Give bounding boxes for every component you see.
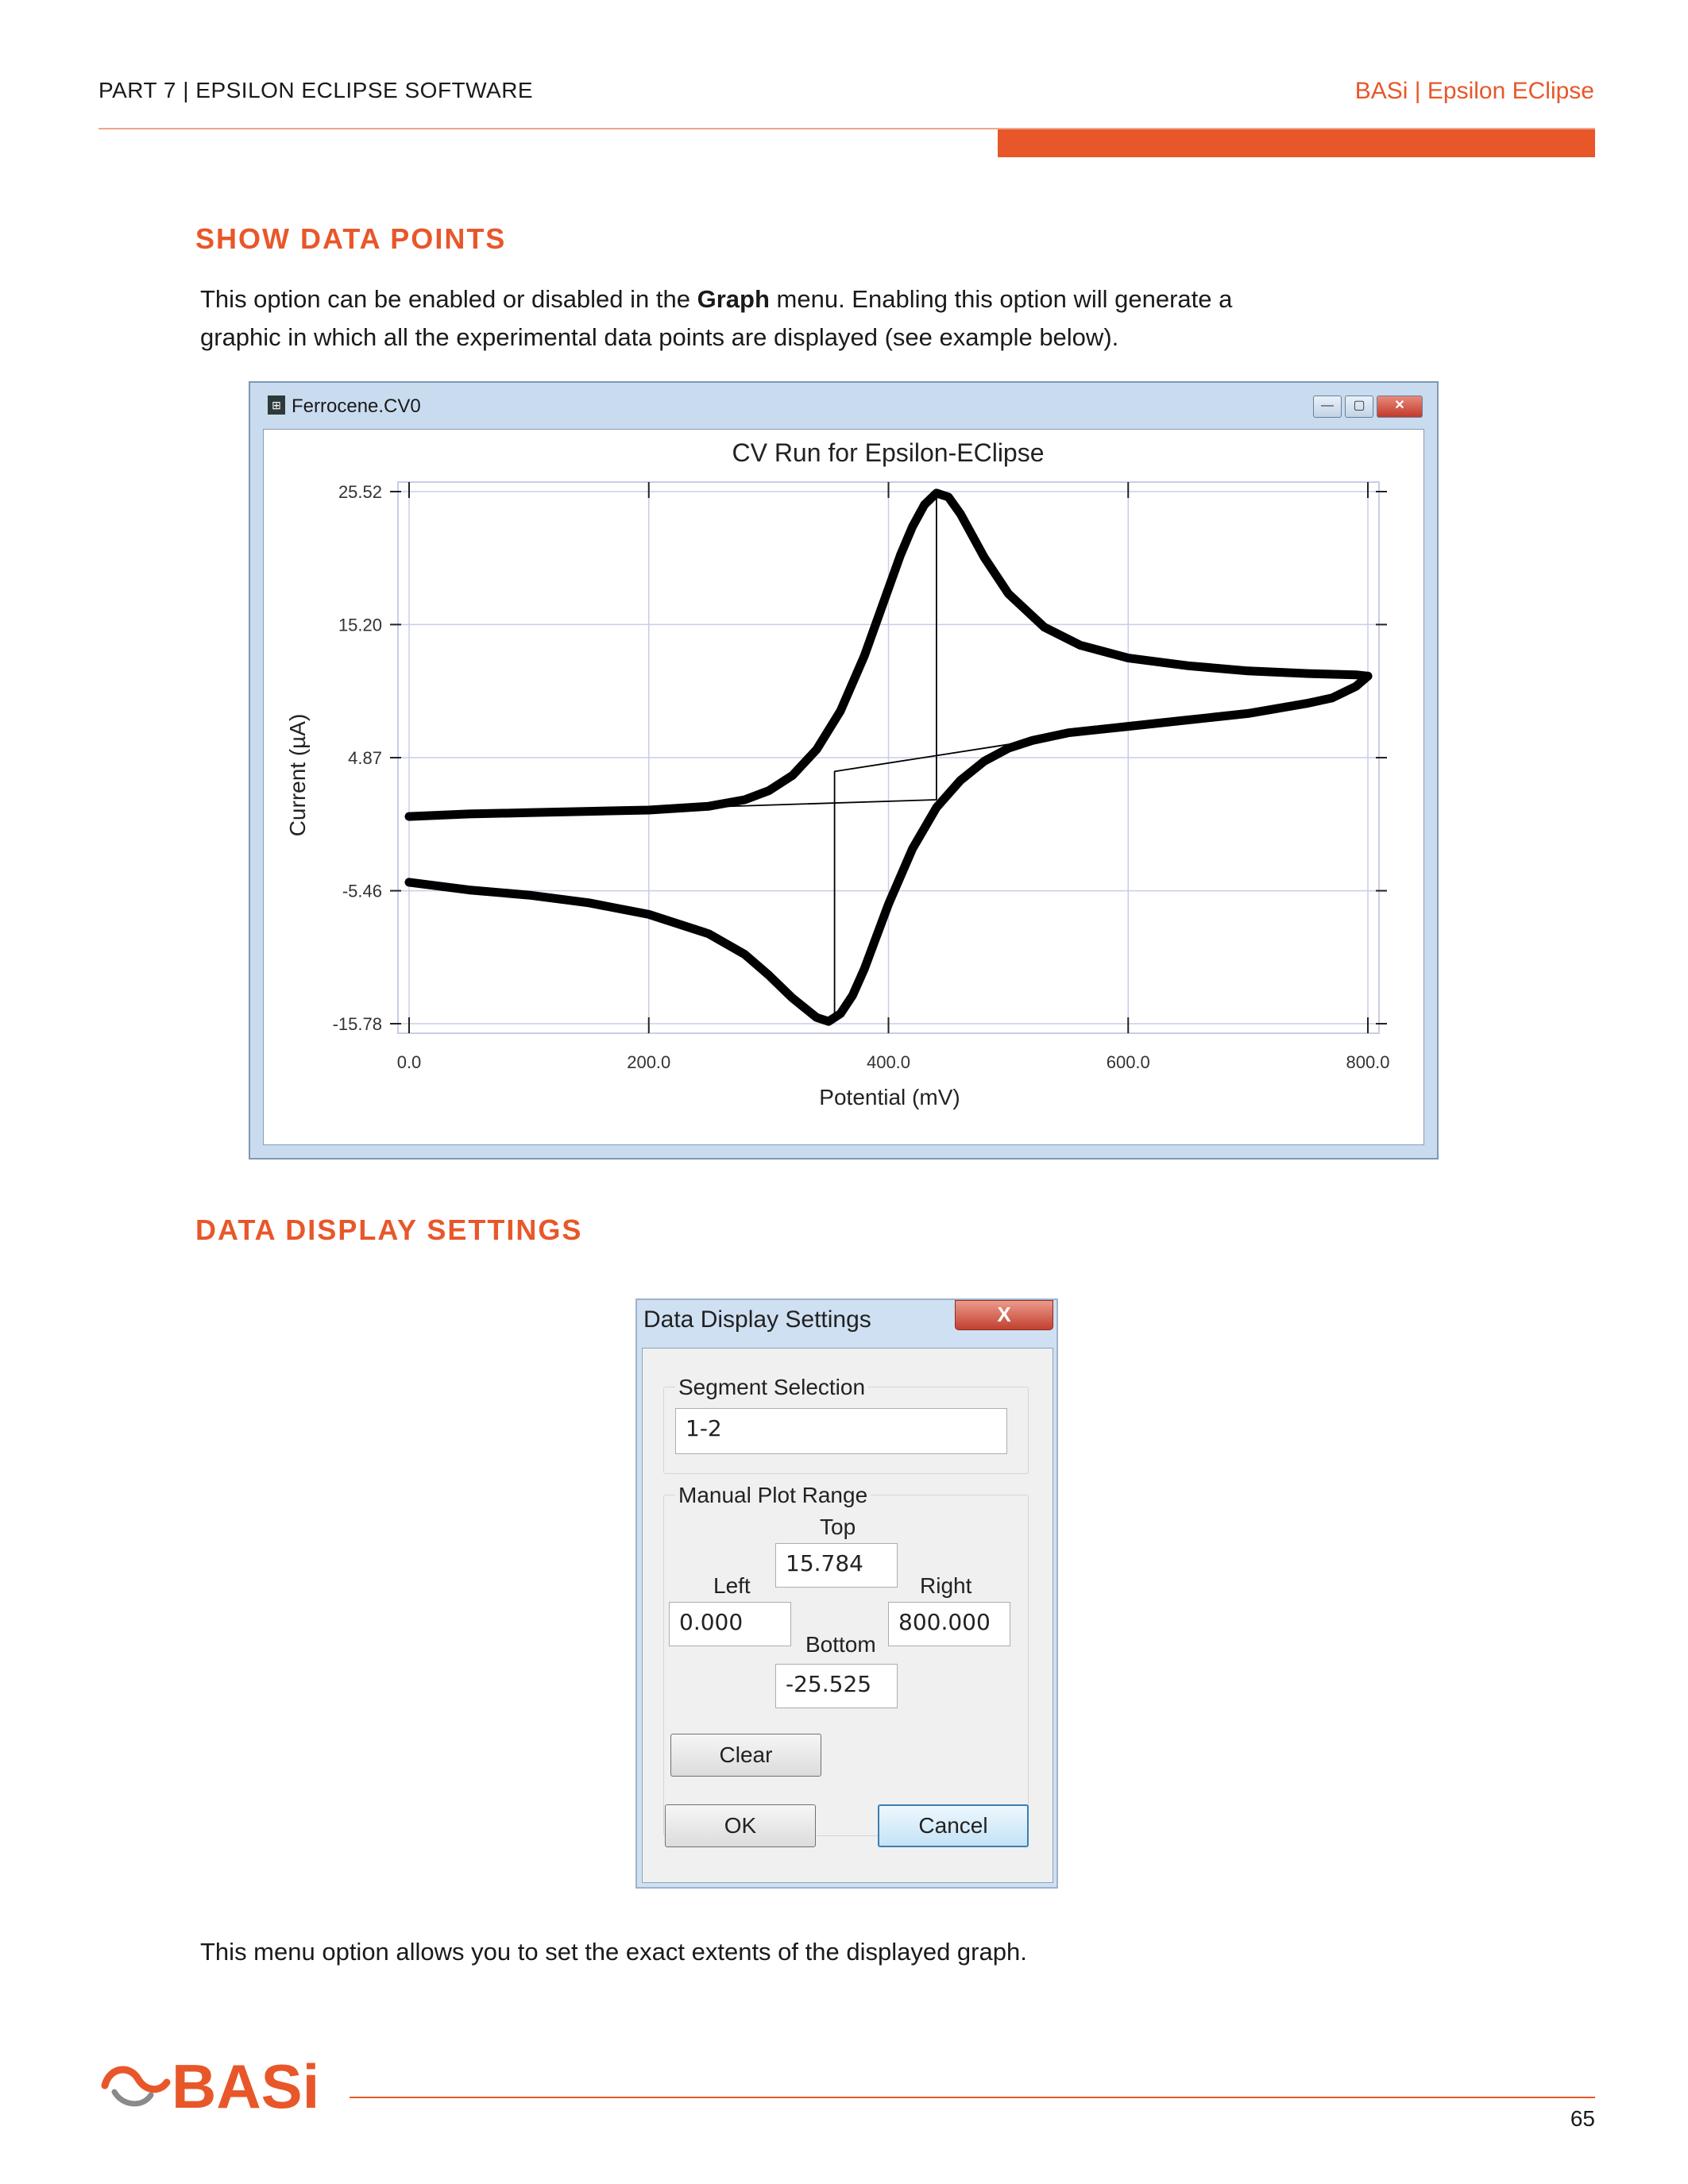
ok-button[interactable]: OK bbox=[665, 1804, 816, 1847]
left-label: Left bbox=[713, 1573, 751, 1598]
x-tick-label: 0.0 bbox=[396, 1052, 422, 1072]
section-heading-data-display-settings: DATA DISPLAY SETTINGS bbox=[195, 1214, 583, 1246]
manual-plot-range-group bbox=[663, 1483, 1029, 1836]
dialog-body bbox=[642, 1348, 1053, 1883]
section1-paragraph bbox=[200, 280, 1232, 357]
top-label: Top bbox=[820, 1515, 856, 1539]
basi-logo bbox=[98, 2047, 337, 2119]
x-axis-label: Potential (mV) bbox=[819, 1085, 960, 1109]
section-heading-show-data-points: SHOW DATA POINTS bbox=[195, 222, 507, 255]
y-tick-label: 4.87 bbox=[348, 748, 382, 768]
closing-paragraph: This menu option allows you to set the exact extents of the displayed graph. bbox=[200, 1938, 1027, 1966]
left-input[interactable]: 0.000 bbox=[669, 1602, 791, 1646]
x-tick-label: 800.0 bbox=[1346, 1052, 1390, 1072]
dialog-close-button[interactable]: X bbox=[955, 1300, 1053, 1330]
logo-swirl-icon bbox=[105, 2070, 167, 2104]
maximize-button[interactable]: ▢ bbox=[1345, 396, 1373, 418]
cv-chart bbox=[264, 430, 1423, 1144]
y-tick-label: -5.46 bbox=[342, 881, 382, 901]
bottom-label: Bottom bbox=[805, 1632, 876, 1657]
chart-area bbox=[263, 429, 1424, 1145]
y-tick-label: 15.20 bbox=[338, 615, 382, 635]
cv-window bbox=[249, 381, 1439, 1160]
para-text-a: This option can be enabled or disabled in the bbox=[200, 285, 697, 313]
running-header-left: PART 7 | EPSILON ECLIPSE SOFTWARE bbox=[98, 78, 534, 102]
data-display-settings-dialog bbox=[635, 1298, 1058, 1889]
x-tick-label: 200.0 bbox=[627, 1052, 671, 1072]
bottom-input[interactable]: -25.525 bbox=[775, 1664, 898, 1708]
para-text-line2: graphic in which all the experimental data points are displayed (see example below). bbox=[200, 323, 1119, 351]
close-button[interactable]: ✕ bbox=[1377, 396, 1423, 418]
logo-text: BASi bbox=[172, 2051, 320, 2119]
chart-title: CV Run for Epsilon-EClipse bbox=[732, 438, 1045, 467]
para-bold-graph: Graph bbox=[697, 285, 770, 313]
dialog-title: Data Display Settings bbox=[643, 1306, 871, 1333]
page-number: 65 bbox=[1570, 2106, 1595, 2131]
header-accent-bar bbox=[998, 129, 1595, 157]
segment-selection-label: Segment Selection bbox=[675, 1375, 868, 1400]
y-tick-label: -15.78 bbox=[332, 1014, 382, 1034]
x-tick-label: 400.0 bbox=[866, 1052, 911, 1072]
segment-selection-group bbox=[663, 1375, 1029, 1474]
window-controls bbox=[1313, 396, 1423, 418]
footer-rule bbox=[350, 2097, 1595, 2098]
y-axis-label: Current (µA) bbox=[285, 713, 310, 837]
top-input[interactable]: 15.784 bbox=[775, 1543, 898, 1588]
cancel-button[interactable]: Cancel bbox=[878, 1804, 1029, 1847]
app-icon: ⊞ bbox=[268, 396, 285, 415]
y-tick-label: 25.52 bbox=[338, 482, 382, 502]
minimize-button[interactable]: — bbox=[1313, 396, 1342, 418]
clear-button[interactable]: Clear bbox=[670, 1734, 821, 1777]
segment-selection-input[interactable]: 1-2 bbox=[675, 1408, 1007, 1454]
x-tick-label: 600.0 bbox=[1106, 1052, 1150, 1072]
window-title: Ferrocene.CV0 bbox=[292, 396, 421, 417]
running-header-right: BASi | Epsilon EClipse bbox=[1354, 78, 1594, 104]
manual-plot-range-label: Manual Plot Range bbox=[675, 1483, 871, 1508]
right-label: Right bbox=[920, 1573, 972, 1598]
right-input[interactable]: 800.000 bbox=[888, 1602, 1010, 1646]
grid-layer bbox=[398, 482, 1379, 1033]
para-text-b: menu. Enabling this option will generate a bbox=[769, 285, 1233, 313]
